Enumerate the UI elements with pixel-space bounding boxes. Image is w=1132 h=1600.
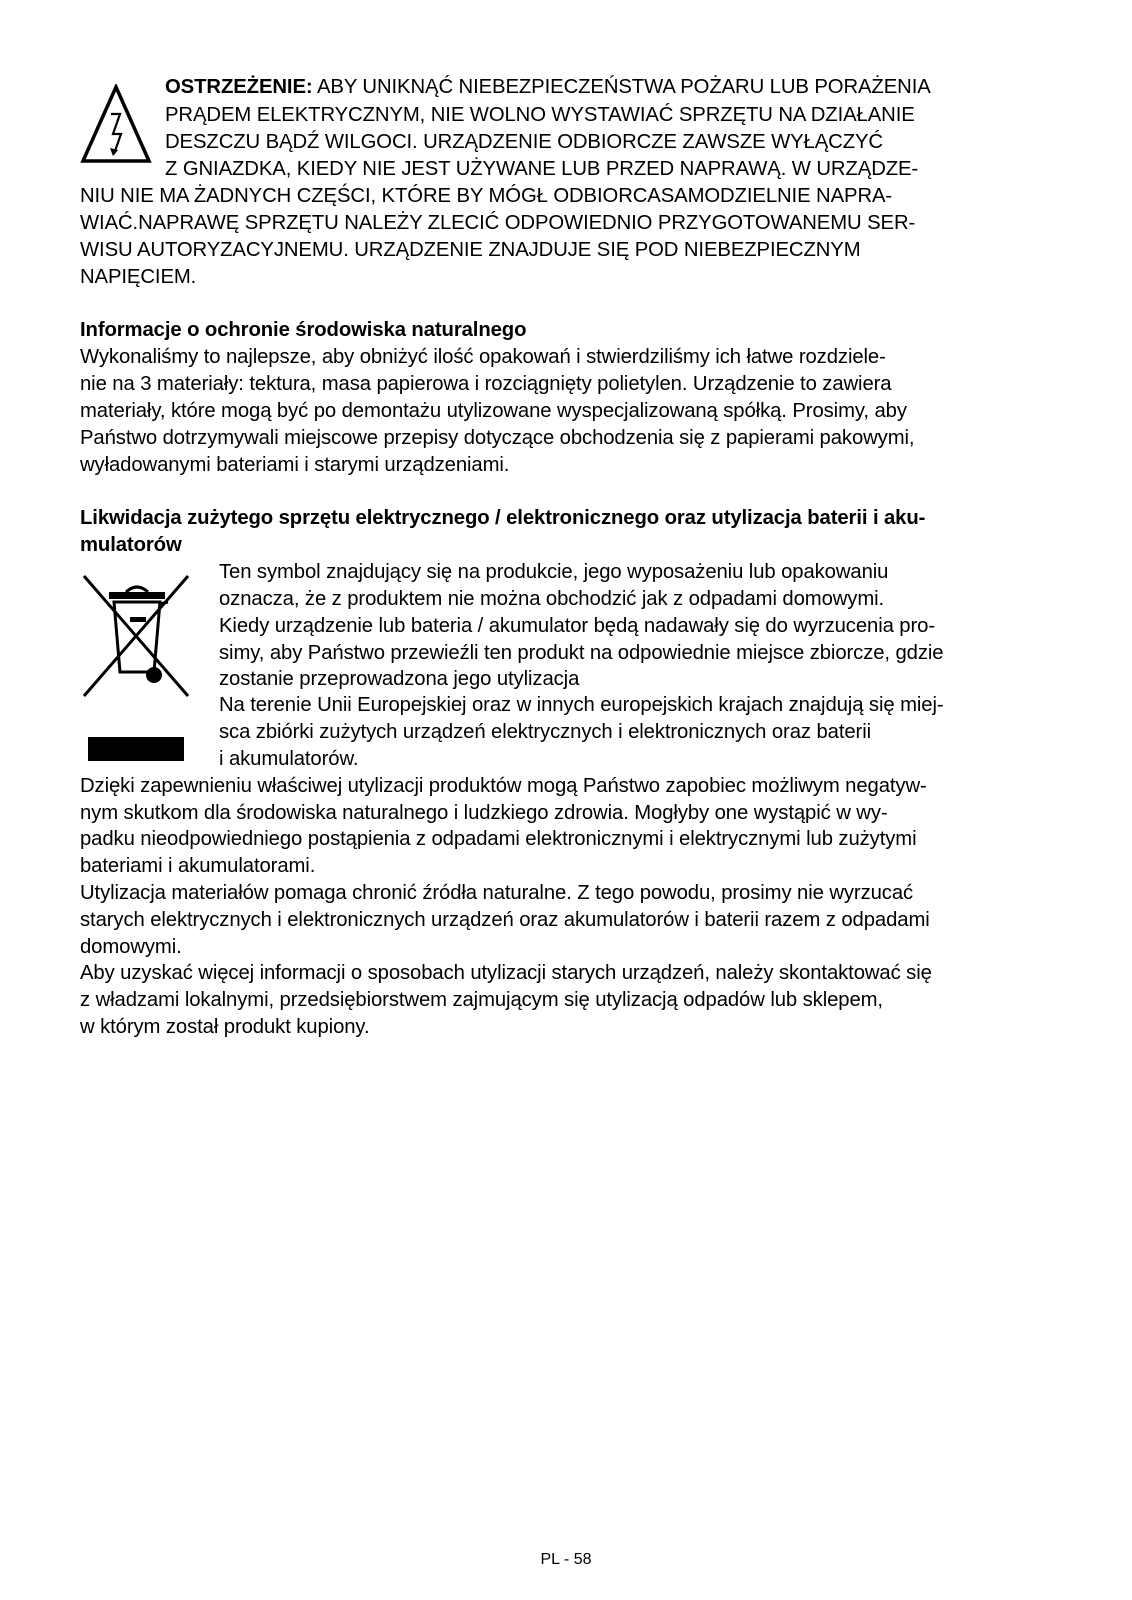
disposal-heading-line-2: mulatorów [80, 534, 182, 556]
warning-line-7: WISU AUTORYZACYJNEMU. URZĄDZENIE ZNAJDUJE SIĘ POD NIEBEZPIECZNYM [80, 239, 861, 261]
disposal-icon-line-4: simy, aby Państwo przewieźli ten produkt na odpowiednie miejsce zbiorcze, gdzie [219, 642, 944, 664]
environment-line-3: materiały, które mogą być po demontażu utylizowane wyspecjalizowaną spółką. Prosimy, aby [80, 400, 907, 422]
warning-line-2: PRĄDEM ELEKTRYCZNYM, NIE WOLNO WYSTAWIAĆ SPRZĘTU NA DZIAŁANIE [165, 104, 915, 126]
disposal-icon-line-2: oznacza, że z produktem nie można obchodzić jak z odpadami domowymi. [219, 588, 885, 610]
warning-line-8: NAPIĘCIEM. [80, 266, 197, 288]
warning-line-1: OSTRZEŻENIE: ABY UNIKNĄĆ NIEBEZPIECZEŃSTWA POŻARU LUB PORAŻENIA [165, 76, 931, 98]
disposal-icon-line-6: Na terenie Unii Europejskiej oraz w innych europejskich krajach znajdują się miej- [219, 694, 944, 716]
disposal-body-line-1: Dzięki zapewnieniu właściwej utylizacji produktów mogą Państwo zapobiec możliwym negatyw- [80, 775, 927, 797]
environment-line-4: Państwo dotrzymywali miejscowe przepisy dotyczące obchodzenia się z papierami pakowymi, [80, 427, 915, 449]
warning-label: OSTRZEŻENIE: [165, 76, 313, 98]
page-number: PL - 58 [540, 1551, 592, 1568]
environment-line-5: wyładowanymi bateriami i starymi urządzeniami. [80, 454, 510, 476]
disposal-icon-line-7: sca zbiórki zużytych urządzeń elektrycznych i elektronicznych oraz baterii [219, 721, 872, 743]
warning-line-3: DESZCZU BĄDŹ WILGOCI. URZĄDZENIE ODBIORCZE ZAWSZE WYŁĄCZYĆ [165, 131, 883, 153]
disposal-body-line-9: z władzami lokalnymi, przedsiębiorstwem zajmującym się utylizacją odpadów lub sklepem, [80, 989, 883, 1011]
disposal-body-line-6: starych elektrycznych i elektronicznych urządzeń oraz akumulatorów i baterii razem z odpadami [80, 909, 930, 931]
disposal-icon-line-5: zostanie przeprowadzona jego utylizacja [219, 668, 580, 690]
crossed-out-wheelie-bin-icon [82, 572, 192, 700]
disposal-body-line-8: Aby uzyskać więcej informacji o sposobach utylizacji starych urządzeń, należy skontaktować się [80, 962, 932, 984]
warning-line-6: WIAĆ.NAPRAWĘ SPRZĘTU NALEŻY ZLECIĆ ODPOWIEDNIO PRZYGOTOWANEMU SER- [80, 212, 916, 234]
disposal-body-line-5: Utylizacja materiałów pomaga chronić źródła naturalne. Z tego powodu, prosimy nie wyrzucać [80, 882, 914, 904]
disposal-body-line-2: nym skutkom dla środowiska naturalnego i ludzkiego zdrowia. Mogłyby one wystąpić w wy- [80, 802, 888, 824]
warning-line-5: NIU NIE MA ŻADNYCH CZĘŚCI, KTÓRE BY MÓGŁ ODBIORCASAMODZIELNIE NAPRA- [80, 185, 893, 207]
disposal-heading-line-1: Likwidacja zużytego sprzętu elektrycznego / elektronicznego oraz utylizacja baterii i aku- [80, 507, 926, 529]
disposal-body-line-7: domowymi. [80, 936, 182, 958]
electric-shock-warning-icon [80, 84, 152, 164]
disposal-icon-line-8: i akumulatorów. [219, 748, 359, 770]
weee-solid-bar [88, 737, 184, 761]
disposal-icon-line-1: Ten symbol znajdujący się na produkcie, jego wyposażeniu lub opakowaniu [219, 561, 889, 583]
disposal-body-line-3: padku nieodpowiedniego postąpienia z odpadami elektronicznymi i elektrycznymi lub zużytymi [80, 828, 917, 850]
environment-line-1: Wykonaliśmy to najlepsze, aby obniżyć ilość opakowań i stwierdziliśmy ich łatwe rozdziele- [80, 346, 886, 368]
disposal-icon-line-3: Kiedy urządzenie lub bateria / akumulator będą nadawały się do wyrzucenia pro- [219, 615, 935, 637]
disposal-body-line-4: bateriami i akumulatorami. [80, 855, 316, 877]
environment-heading: Informacje o ochronie środowiska naturalnego [80, 319, 527, 341]
environment-line-2: nie na 3 materiały: tektura, masa papierowa i rozciągnięty polietylen. Urządzenie to zawiera [80, 373, 892, 395]
warning-line-4: Z GNIAZDKA, KIEDY NIE JEST UŻYWANE LUB PRZED NAPRAWĄ. W URZĄDZE- [165, 158, 919, 180]
disposal-body-line-10: w którym został produkt kupiony. [80, 1016, 370, 1038]
